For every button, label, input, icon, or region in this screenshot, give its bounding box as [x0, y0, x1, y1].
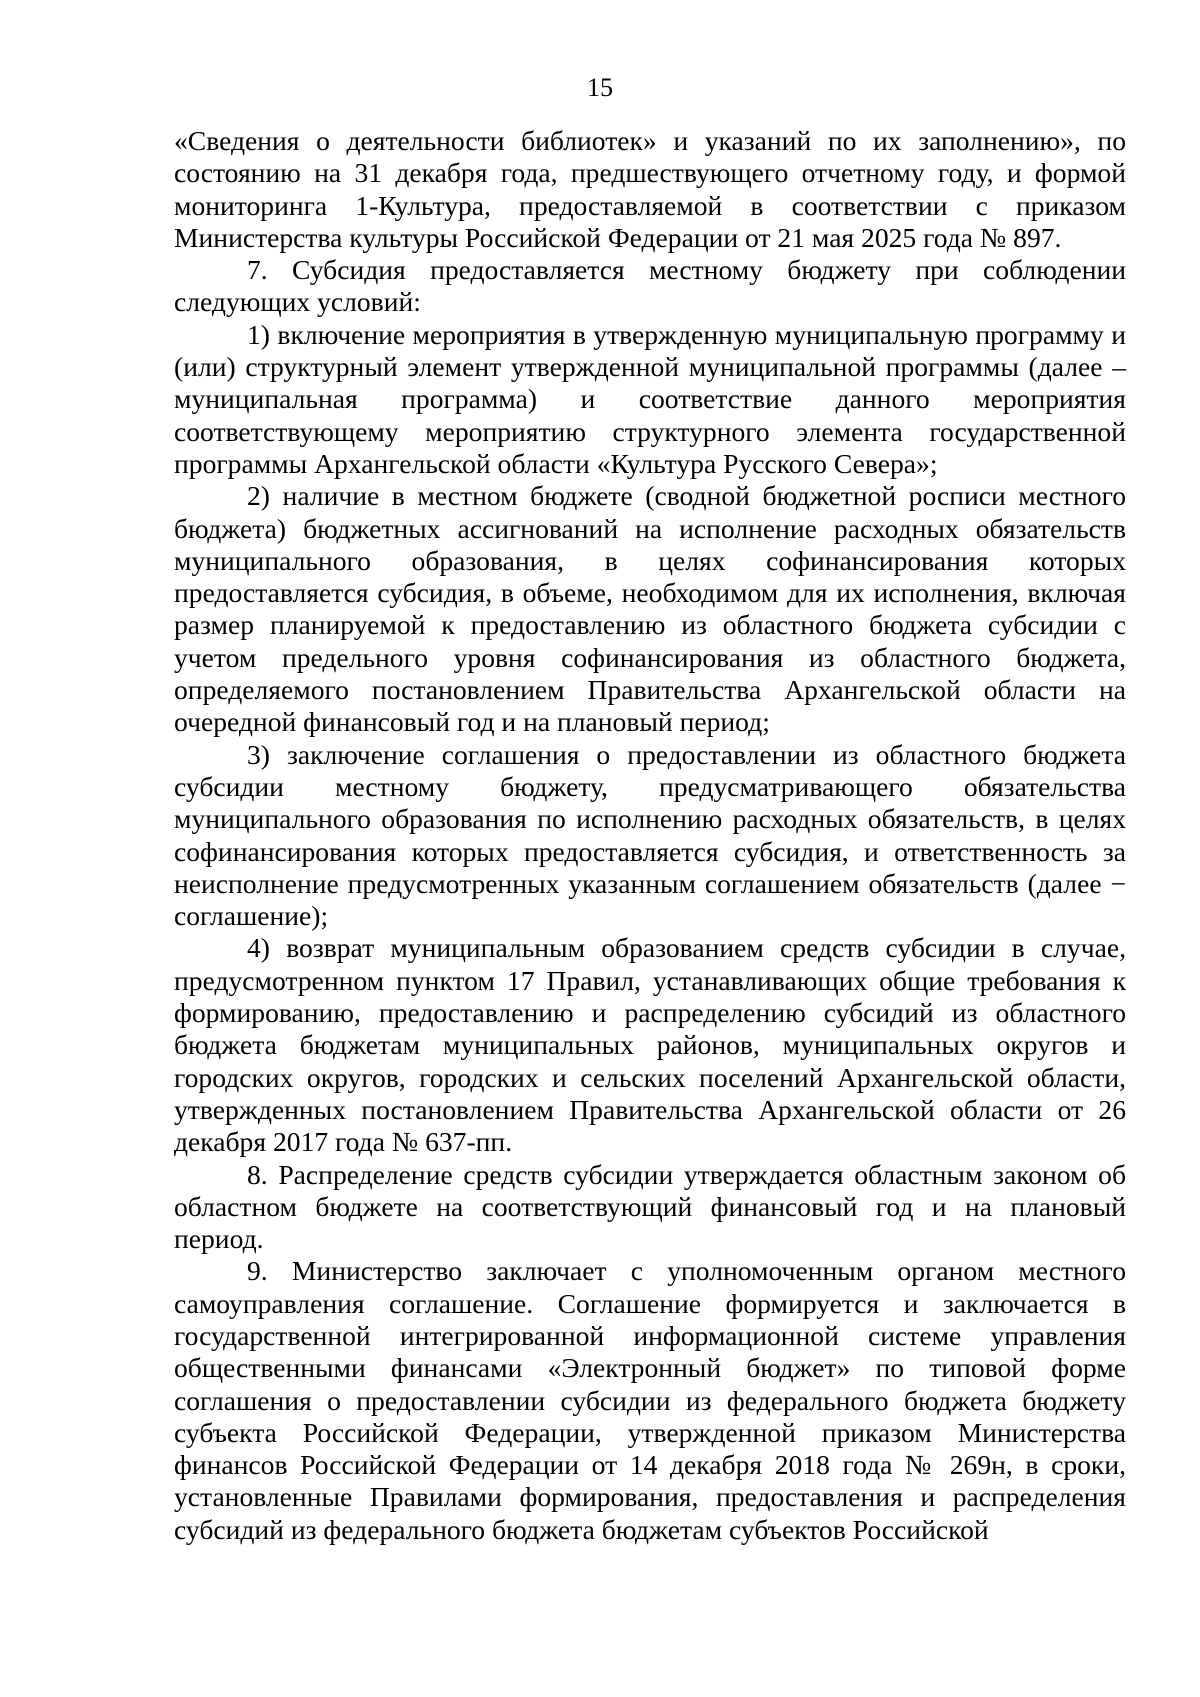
paragraph-item-9: 9. Министерство заключает с уполномоченным органом местного самоуправления соглашение. Соглашение формируется и заключается в государственной интегрированной информационной системе управления общественными финансами «Электронный бюджет» по типовой форме соглашения о предоставлении субсидии из федерального бюджета бюджету субъекта Российской Федерации, утвержденной приказом Министерства финансов Российской Федерации от 14 декабря 2018 года № 269н, в сроки, установленные Правилами формирования, предоставления и распределения субсидий из федерального бюджета бюджетам субъектов Российской — [174, 1255, 1126, 1545]
paragraph-item-7: 7. Субсидия предоставляется местному бюджету при соблюдении следующих условий: — [174, 254, 1126, 318]
document-body — [174, 125, 1126, 1546]
paragraph-condition-3: 3) заключение соглашения о предоставлении из областного бюджета субсидии местному бюджету, предусматривающего обязательства муниципального образования по исполнению расходных обязательств, в целях софинансирования которых предоставляется субсидия, и ответственность за неисполнение предусмотренных указанным соглашением обязательств (далее − соглашение); — [174, 738, 1126, 932]
paragraph-condition-4: 4) возврат муниципальным образованием средств субсидии в случае, предусмотренном пунктом 17 Правил, устанавливающих общие требования к формированию, предоставлению и распределению субсидий из областного бюджета бюджетам муниципальных районов, муниципальных округов и городских округов, городских и сельских поселений Архангельской области, утвержденных постановлением Правительства Архангельской области от 26 декабря 2017 года № 637-пп. — [174, 932, 1126, 1158]
paragraph-condition-2: 2) наличие в местном бюджете (сводной бюджетной росписи местного бюджета) бюджетных ассигнований на исполнение расходных обязательств муниципального образования, в целях софинансирования которых предоставляется субсидия, в объеме, необходимом для их исполнения, включая размер планируемой к предоставлению из областного бюджета субсидии с учетом предельного уровня софинансирования из областного бюджета, определяемого постановлением Правительства Архангельской области на очередной финансовый год и на плановый период; — [174, 480, 1126, 738]
paragraph-item-8: 8. Распределение средств субсидии утверждается областным законом об областном бюджете на соответствующий финансовый год и на плановый период. — [174, 1158, 1126, 1255]
paragraph-intro-continuation: «Сведения о деятельности библиотек» и указаний по их заполнению», по состоянию на 31 декабря года, предшествующего отчетному году, и формой мониторинга 1-Культура, предоставляемой в соответствии с приказом Министерства культуры Российской Федерации от 21 мая 2025 года № 897. — [174, 125, 1126, 253]
page-number: 15 — [587, 73, 613, 102]
paragraph-condition-1: 1) включение мероприятия в утвержденную муниципальную программу и (или) структурный элемент утвержденной муниципальной программы (далее – муниципальная программа) и соответствие данного мероприятия соответствующему мероприятию структурного элемента государственной программы Архангельской области «Культура Русского Севера»; — [174, 318, 1126, 479]
